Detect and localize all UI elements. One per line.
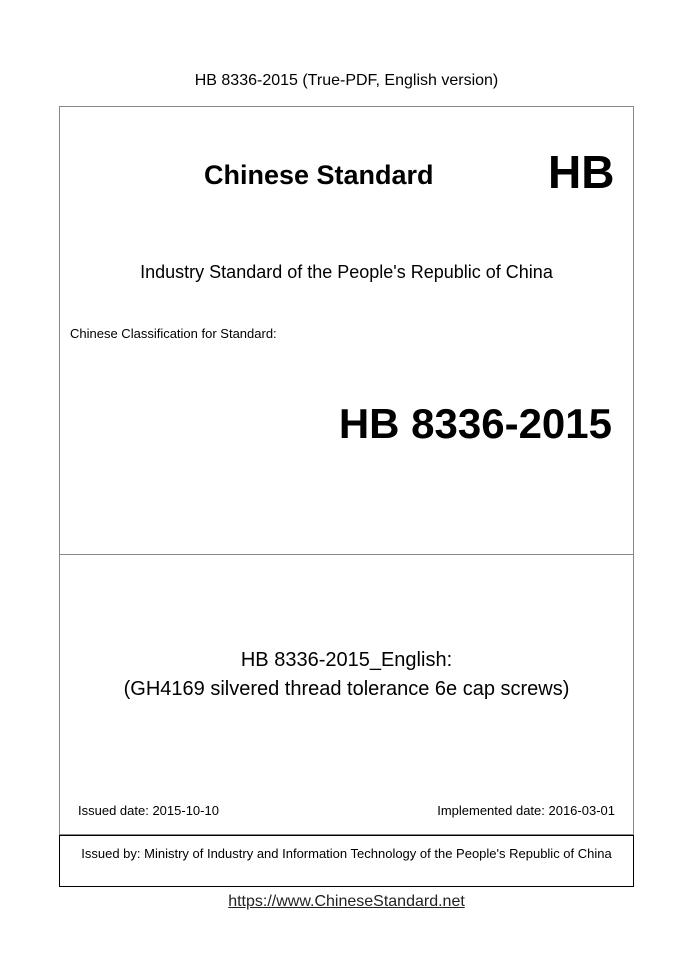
hb-mark: HB: [548, 146, 615, 198]
issuer-box: [59, 835, 634, 887]
chinese-standard-label: Chinese Standard: [204, 160, 434, 190]
website-link[interactable]: https://www.ChineseStandard.net: [228, 893, 465, 910]
issued-date: Issued date: 2015-10-10: [78, 803, 219, 818]
header-caption: HB 8336-2015 (True-PDF, English version): [194, 72, 499, 89]
english-title: [0, 646, 693, 704]
classification-label: Chinese Classification for Standard:: [70, 326, 277, 341]
english-title-line2: (GH4169 silvered thread tolerance 6e cap screws): [123, 678, 570, 700]
implemented-date: Implemented date: 2016-03-01: [437, 803, 615, 818]
industry-standard-line: Industry Standard of the People's Republic of China: [140, 262, 553, 282]
english-title-line1: HB 8336-2015_English:: [240, 649, 453, 671]
standard-number: HB 8336-2015: [338, 400, 612, 447]
issuer-text: Issued by: Ministry of Industry and Information Technology of the People's Republic of China: [81, 846, 612, 861]
